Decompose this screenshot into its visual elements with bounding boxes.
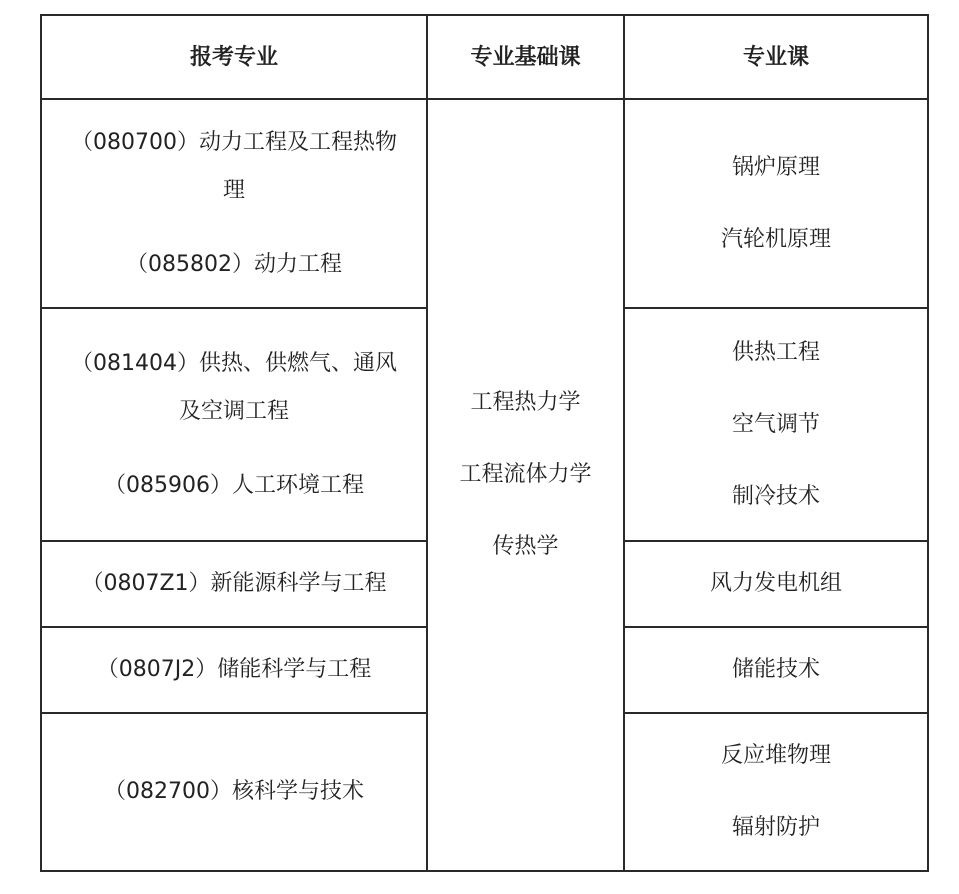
major-cell	[41, 99, 427, 308]
course-cell	[624, 627, 928, 713]
course-cell	[624, 541, 928, 627]
course-name: 空气调节	[731, 411, 820, 437]
major-code-name: （081404）供热、供燃气、通风	[71, 350, 397, 376]
course-name: 风力发电机组	[709, 571, 842, 596]
major-code-name-cont: 理	[222, 177, 245, 203]
course-name: 辐射防护	[731, 815, 820, 840]
major-code-name: （082700）核科学与技术	[104, 779, 364, 804]
course-name: 制冷技术	[731, 483, 820, 509]
major-code-name: （080700）动力工程及工程热物	[71, 129, 397, 155]
major-code-name: （0807Z1）新能源科学与工程	[81, 571, 387, 596]
foundation-course: 工程流体力学	[459, 462, 592, 487]
major-cell	[41, 713, 427, 871]
major-cell	[41, 541, 427, 627]
table-row	[41, 99, 928, 308]
foundation-course: 传热学	[492, 534, 559, 559]
major-code-name: （0807J2）储能科学与工程	[96, 657, 372, 682]
header-foundation: 专业基础课	[427, 15, 624, 99]
header-courses: 专业课	[624, 15, 928, 99]
header-row	[41, 15, 928, 99]
major-code-name-cont: 及空调工程	[178, 398, 289, 424]
major-cell	[41, 308, 427, 541]
major-code-name: （085802）动力工程	[126, 251, 342, 277]
course-cell	[624, 713, 928, 871]
major-code-name: （085906）人工环境工程	[104, 472, 364, 498]
header-major: 报考专业	[41, 15, 427, 99]
course-name: 储能技术	[731, 657, 820, 682]
course-name: 锅炉原理	[731, 154, 820, 180]
exam-subjects-table	[40, 14, 929, 872]
major-cell	[41, 627, 427, 713]
course-cell	[624, 99, 928, 308]
course-cell	[624, 308, 928, 541]
course-name: 反应堆物理	[720, 743, 831, 768]
foundation-course: 工程热力学	[470, 390, 581, 415]
course-name: 供热工程	[731, 339, 820, 365]
course-name: 汽轮机原理	[720, 226, 831, 252]
foundation-courses-cell	[427, 99, 624, 871]
